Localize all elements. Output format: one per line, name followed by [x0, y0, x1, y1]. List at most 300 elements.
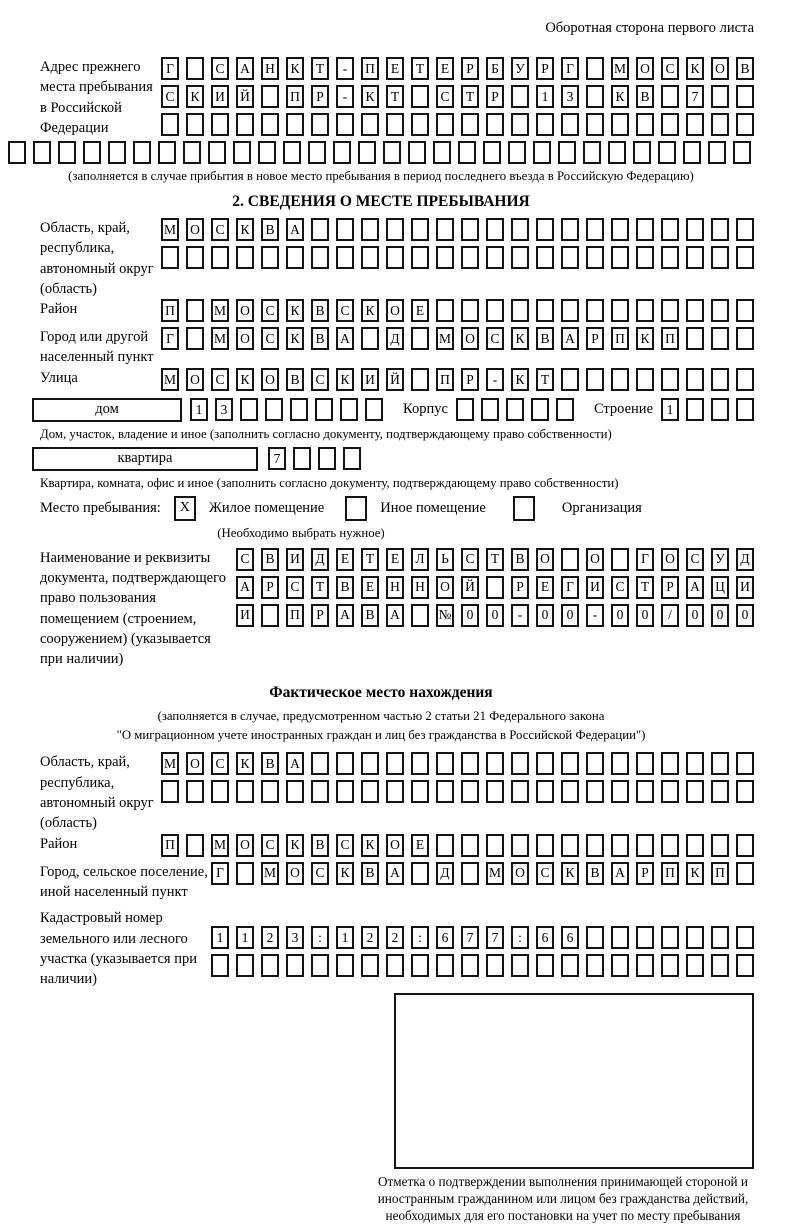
char-cell[interactable]: [511, 218, 529, 241]
char-cell[interactable]: [586, 246, 604, 269]
char-cell[interactable]: [411, 752, 429, 775]
char-cell[interactable]: [211, 246, 229, 269]
char-cell[interactable]: А: [386, 862, 404, 885]
char-cell[interactable]: [533, 141, 551, 164]
char-cell[interactable]: С: [211, 57, 229, 80]
char-cell[interactable]: [311, 954, 329, 977]
char-cell[interactable]: [711, 780, 729, 803]
char-cell[interactable]: [236, 954, 254, 977]
char-cell[interactable]: 0: [611, 604, 629, 627]
char-cell[interactable]: А: [286, 218, 304, 241]
char-cell[interactable]: [408, 141, 426, 164]
char-cell[interactable]: П: [161, 299, 179, 322]
char-cell[interactable]: Т: [411, 57, 429, 80]
char-cell[interactable]: О: [286, 862, 304, 885]
char-cell[interactable]: [583, 141, 601, 164]
char-cell[interactable]: М: [211, 327, 229, 350]
char-cell[interactable]: [108, 141, 126, 164]
char-cell[interactable]: [461, 954, 479, 977]
char-cell[interactable]: [586, 780, 604, 803]
char-cell[interactable]: [186, 246, 204, 269]
char-cell[interactable]: [511, 85, 529, 108]
char-cell[interactable]: И: [236, 604, 254, 627]
char-cell[interactable]: 6: [561, 926, 579, 949]
char-cell[interactable]: [383, 141, 401, 164]
char-cell[interactable]: [483, 141, 501, 164]
char-cell[interactable]: [561, 780, 579, 803]
char-cell[interactable]: [558, 141, 576, 164]
char-cell[interactable]: Й: [236, 85, 254, 108]
char-cell[interactable]: 1: [336, 926, 354, 949]
char-cell[interactable]: [486, 299, 504, 322]
char-cell[interactable]: [561, 368, 579, 391]
char-cell[interactable]: [386, 780, 404, 803]
char-cell[interactable]: С: [486, 327, 504, 350]
char-cell[interactable]: [511, 246, 529, 269]
char-cell[interactable]: [436, 218, 454, 241]
char-cell[interactable]: С: [236, 548, 254, 571]
char-cell[interactable]: [318, 447, 336, 470]
char-cell[interactable]: [315, 398, 333, 421]
char-cell[interactable]: [361, 113, 379, 136]
char-cell[interactable]: П: [661, 862, 679, 885]
char-cell[interactable]: К: [361, 85, 379, 108]
char-cell[interactable]: [661, 299, 679, 322]
char-cell[interactable]: [636, 834, 654, 857]
char-cell[interactable]: [411, 327, 429, 350]
char-cell[interactable]: 7: [486, 926, 504, 949]
char-cell[interactable]: [683, 141, 701, 164]
char-cell[interactable]: /: [661, 604, 679, 627]
char-cell[interactable]: [361, 954, 379, 977]
char-cell[interactable]: [411, 862, 429, 885]
char-cell[interactable]: Р: [461, 57, 479, 80]
char-cell[interactable]: О: [386, 834, 404, 857]
char-cell[interactable]: А: [561, 327, 579, 350]
char-cell[interactable]: П: [286, 85, 304, 108]
char-cell[interactable]: Т: [311, 57, 329, 80]
char-cell[interactable]: [236, 113, 254, 136]
char-cell[interactable]: [661, 780, 679, 803]
char-cell[interactable]: [411, 246, 429, 269]
char-cell[interactable]: М: [211, 834, 229, 857]
char-cell[interactable]: [336, 752, 354, 775]
char-cell[interactable]: Р: [511, 576, 529, 599]
char-cell[interactable]: [461, 113, 479, 136]
char-cell[interactable]: [636, 218, 654, 241]
char-cell[interactable]: [386, 752, 404, 775]
char-cell[interactable]: [686, 398, 704, 421]
char-cell[interactable]: [586, 85, 604, 108]
char-cell[interactable]: [436, 752, 454, 775]
char-cell[interactable]: 1: [236, 926, 254, 949]
char-cell[interactable]: Р: [536, 57, 554, 80]
char-cell[interactable]: Е: [361, 576, 379, 599]
mesto-checkbox-org[interactable]: [513, 496, 535, 521]
char-cell[interactable]: О: [636, 57, 654, 80]
char-cell[interactable]: [586, 299, 604, 322]
char-cell[interactable]: С: [286, 576, 304, 599]
char-cell[interactable]: [311, 246, 329, 269]
char-cell[interactable]: А: [236, 576, 254, 599]
char-cell[interactable]: У: [511, 57, 529, 80]
char-cell[interactable]: [711, 299, 729, 322]
char-cell[interactable]: [686, 113, 704, 136]
char-cell[interactable]: [261, 85, 279, 108]
char-cell[interactable]: [661, 246, 679, 269]
char-cell[interactable]: [236, 780, 254, 803]
char-cell[interactable]: В: [586, 862, 604, 885]
char-cell[interactable]: [336, 218, 354, 241]
char-cell[interactable]: Г: [161, 327, 179, 350]
char-cell[interactable]: [308, 141, 326, 164]
char-cell[interactable]: [636, 299, 654, 322]
char-cell[interactable]: С: [436, 85, 454, 108]
char-cell[interactable]: [361, 246, 379, 269]
char-cell[interactable]: [186, 834, 204, 857]
char-cell[interactable]: -: [486, 368, 504, 391]
char-cell[interactable]: [736, 752, 754, 775]
char-cell[interactable]: [361, 327, 379, 350]
char-cell[interactable]: [361, 752, 379, 775]
char-cell[interactable]: [611, 780, 629, 803]
char-cell[interactable]: В: [511, 548, 529, 571]
char-cell[interactable]: [261, 246, 279, 269]
char-cell[interactable]: Т: [486, 548, 504, 571]
char-cell[interactable]: Н: [411, 576, 429, 599]
char-cell[interactable]: [611, 834, 629, 857]
char-cell[interactable]: [608, 141, 626, 164]
char-cell[interactable]: [711, 85, 729, 108]
char-cell[interactable]: [333, 141, 351, 164]
char-cell[interactable]: [561, 299, 579, 322]
char-cell[interactable]: И: [286, 548, 304, 571]
char-cell[interactable]: [611, 113, 629, 136]
char-cell[interactable]: О: [661, 548, 679, 571]
char-cell[interactable]: К: [286, 834, 304, 857]
char-cell[interactable]: [711, 368, 729, 391]
char-cell[interactable]: Л: [411, 548, 429, 571]
char-cell[interactable]: О: [236, 327, 254, 350]
char-cell[interactable]: К: [336, 862, 354, 885]
char-cell[interactable]: Ь: [436, 548, 454, 571]
char-cell[interactable]: Г: [561, 57, 579, 80]
char-cell[interactable]: Е: [411, 834, 429, 857]
char-cell[interactable]: [561, 548, 579, 571]
char-cell[interactable]: [486, 576, 504, 599]
char-cell[interactable]: [290, 398, 308, 421]
char-cell[interactable]: [736, 218, 754, 241]
char-cell[interactable]: О: [511, 862, 529, 885]
char-cell[interactable]: [536, 954, 554, 977]
char-cell[interactable]: [211, 780, 229, 803]
char-cell[interactable]: [586, 57, 604, 80]
char-cell[interactable]: [686, 834, 704, 857]
mesto-checkbox-inoe[interactable]: [345, 496, 367, 521]
char-cell[interactable]: [311, 113, 329, 136]
char-cell[interactable]: [586, 368, 604, 391]
char-cell[interactable]: [736, 327, 754, 350]
char-cell[interactable]: В: [261, 218, 279, 241]
char-cell[interactable]: [586, 834, 604, 857]
char-cell[interactable]: [236, 246, 254, 269]
char-cell[interactable]: А: [686, 576, 704, 599]
char-cell[interactable]: В: [361, 604, 379, 627]
char-cell[interactable]: [358, 141, 376, 164]
char-cell[interactable]: [661, 954, 679, 977]
char-cell[interactable]: О: [236, 834, 254, 857]
char-cell[interactable]: И: [736, 576, 754, 599]
char-cell[interactable]: [265, 398, 283, 421]
char-cell[interactable]: [611, 752, 629, 775]
char-cell[interactable]: [686, 368, 704, 391]
char-cell[interactable]: [261, 604, 279, 627]
char-cell[interactable]: [211, 113, 229, 136]
char-cell[interactable]: [561, 246, 579, 269]
char-cell[interactable]: [161, 113, 179, 136]
char-cell[interactable]: [736, 398, 754, 421]
char-cell[interactable]: О: [186, 368, 204, 391]
char-cell[interactable]: П: [361, 57, 379, 80]
char-cell[interactable]: И: [586, 576, 604, 599]
char-cell[interactable]: М: [161, 368, 179, 391]
char-cell[interactable]: К: [186, 85, 204, 108]
char-cell[interactable]: О: [436, 576, 454, 599]
char-cell[interactable]: [661, 926, 679, 949]
char-cell[interactable]: [611, 218, 629, 241]
char-cell[interactable]: [361, 780, 379, 803]
char-cell[interactable]: [611, 299, 629, 322]
char-cell[interactable]: [636, 780, 654, 803]
char-cell[interactable]: [233, 141, 251, 164]
char-cell[interactable]: К: [511, 368, 529, 391]
char-cell[interactable]: О: [236, 299, 254, 322]
char-cell[interactable]: Д: [311, 548, 329, 571]
char-cell[interactable]: М: [261, 862, 279, 885]
char-cell[interactable]: [236, 862, 254, 885]
char-cell[interactable]: [536, 834, 554, 857]
char-cell[interactable]: [636, 752, 654, 775]
char-cell[interactable]: [531, 398, 549, 421]
char-cell[interactable]: В: [286, 368, 304, 391]
char-cell[interactable]: [686, 752, 704, 775]
char-cell[interactable]: К: [611, 85, 629, 108]
char-cell[interactable]: Й: [461, 576, 479, 599]
char-cell[interactable]: [736, 834, 754, 857]
char-cell[interactable]: [586, 926, 604, 949]
char-cell[interactable]: Д: [736, 548, 754, 571]
char-cell[interactable]: [736, 113, 754, 136]
char-cell[interactable]: О: [386, 299, 404, 322]
char-cell[interactable]: [436, 834, 454, 857]
char-cell[interactable]: С: [311, 862, 329, 885]
char-cell[interactable]: К: [686, 862, 704, 885]
char-cell[interactable]: [711, 218, 729, 241]
char-cell[interactable]: К: [511, 327, 529, 350]
char-cell[interactable]: [386, 113, 404, 136]
char-cell[interactable]: В: [261, 548, 279, 571]
char-cell[interactable]: [83, 141, 101, 164]
char-cell[interactable]: [486, 246, 504, 269]
char-cell[interactable]: С: [261, 834, 279, 857]
char-cell[interactable]: О: [461, 327, 479, 350]
char-cell[interactable]: Р: [461, 368, 479, 391]
char-cell[interactable]: [511, 954, 529, 977]
char-cell[interactable]: Г: [561, 576, 579, 599]
char-cell[interactable]: В: [311, 299, 329, 322]
char-cell[interactable]: Т: [311, 576, 329, 599]
char-cell[interactable]: Г: [636, 548, 654, 571]
char-cell[interactable]: К: [361, 299, 379, 322]
char-cell[interactable]: [711, 926, 729, 949]
char-cell[interactable]: 0: [736, 604, 754, 627]
char-cell[interactable]: В: [311, 327, 329, 350]
char-cell[interactable]: [736, 926, 754, 949]
char-cell[interactable]: С: [536, 862, 554, 885]
char-cell[interactable]: [311, 780, 329, 803]
char-cell[interactable]: [161, 780, 179, 803]
char-cell[interactable]: С: [211, 218, 229, 241]
char-cell[interactable]: К: [286, 57, 304, 80]
char-cell[interactable]: Б: [486, 57, 504, 80]
char-cell[interactable]: [561, 834, 579, 857]
char-cell[interactable]: [711, 834, 729, 857]
char-cell[interactable]: [611, 954, 629, 977]
char-cell[interactable]: А: [386, 604, 404, 627]
char-cell[interactable]: [736, 368, 754, 391]
char-cell[interactable]: [506, 398, 524, 421]
char-cell[interactable]: [386, 954, 404, 977]
char-cell[interactable]: [411, 780, 429, 803]
char-cell[interactable]: Д: [386, 327, 404, 350]
char-cell[interactable]: -: [511, 604, 529, 627]
char-cell[interactable]: Г: [161, 57, 179, 80]
char-cell[interactable]: [158, 141, 176, 164]
char-cell[interactable]: [733, 141, 751, 164]
char-cell[interactable]: Р: [661, 576, 679, 599]
char-cell[interactable]: В: [261, 752, 279, 775]
char-cell[interactable]: [736, 299, 754, 322]
char-cell[interactable]: М: [611, 57, 629, 80]
char-cell[interactable]: [411, 218, 429, 241]
char-cell[interactable]: А: [336, 327, 354, 350]
char-cell[interactable]: У: [711, 548, 729, 571]
char-cell[interactable]: В: [311, 834, 329, 857]
char-cell[interactable]: [536, 299, 554, 322]
char-cell[interactable]: А: [286, 752, 304, 775]
char-cell[interactable]: [686, 327, 704, 350]
char-cell[interactable]: [461, 834, 479, 857]
char-cell[interactable]: [386, 246, 404, 269]
char-cell[interactable]: №: [436, 604, 454, 627]
char-cell[interactable]: [261, 780, 279, 803]
char-cell[interactable]: Т: [536, 368, 554, 391]
char-cell[interactable]: К: [561, 862, 579, 885]
char-cell[interactable]: [336, 246, 354, 269]
char-cell[interactable]: 0: [461, 604, 479, 627]
char-cell[interactable]: С: [311, 368, 329, 391]
char-cell[interactable]: 3: [561, 85, 579, 108]
char-cell[interactable]: А: [611, 862, 629, 885]
char-cell[interactable]: [686, 299, 704, 322]
char-cell[interactable]: [458, 141, 476, 164]
char-cell[interactable]: Р: [586, 327, 604, 350]
char-cell[interactable]: И: [361, 368, 379, 391]
char-cell[interactable]: [411, 954, 429, 977]
char-cell[interactable]: А: [236, 57, 254, 80]
char-cell[interactable]: [511, 834, 529, 857]
char-cell[interactable]: [711, 752, 729, 775]
char-cell[interactable]: Й: [386, 368, 404, 391]
char-cell[interactable]: 1: [536, 85, 554, 108]
char-cell[interactable]: [486, 780, 504, 803]
char-cell[interactable]: С: [611, 576, 629, 599]
mesto-checkbox-zhiloe[interactable]: X: [174, 496, 196, 521]
char-cell[interactable]: [561, 752, 579, 775]
char-cell[interactable]: [708, 141, 726, 164]
char-cell[interactable]: [211, 954, 229, 977]
char-cell[interactable]: О: [711, 57, 729, 80]
char-cell[interactable]: [461, 218, 479, 241]
char-cell[interactable]: [133, 141, 151, 164]
char-cell[interactable]: [536, 780, 554, 803]
char-cell[interactable]: Н: [261, 57, 279, 80]
char-cell[interactable]: [286, 113, 304, 136]
char-cell[interactable]: А: [336, 604, 354, 627]
char-cell[interactable]: [711, 327, 729, 350]
char-cell[interactable]: [261, 113, 279, 136]
char-cell[interactable]: [336, 113, 354, 136]
char-cell[interactable]: О: [536, 548, 554, 571]
char-cell[interactable]: [611, 368, 629, 391]
char-cell[interactable]: П: [286, 604, 304, 627]
char-cell[interactable]: П: [711, 862, 729, 885]
char-cell[interactable]: [686, 246, 704, 269]
char-cell[interactable]: В: [336, 576, 354, 599]
char-cell[interactable]: [340, 398, 358, 421]
char-cell[interactable]: Т: [461, 85, 479, 108]
char-cell[interactable]: Р: [311, 85, 329, 108]
char-cell[interactable]: [186, 57, 204, 80]
char-cell[interactable]: [661, 368, 679, 391]
char-cell[interactable]: [456, 398, 474, 421]
char-cell[interactable]: Р: [261, 576, 279, 599]
char-cell[interactable]: [636, 954, 654, 977]
char-cell[interactable]: [561, 113, 579, 136]
char-cell[interactable]: [686, 780, 704, 803]
char-cell[interactable]: :: [411, 926, 429, 949]
char-cell[interactable]: [436, 246, 454, 269]
char-cell[interactable]: С: [686, 548, 704, 571]
char-cell[interactable]: С: [211, 752, 229, 775]
char-cell[interactable]: Р: [486, 85, 504, 108]
char-cell[interactable]: В: [536, 327, 554, 350]
char-cell[interactable]: М: [486, 862, 504, 885]
char-cell[interactable]: [556, 398, 574, 421]
char-cell[interactable]: 2: [386, 926, 404, 949]
char-cell[interactable]: С: [336, 834, 354, 857]
char-cell[interactable]: Е: [336, 548, 354, 571]
char-cell[interactable]: П: [611, 327, 629, 350]
char-cell[interactable]: [261, 954, 279, 977]
char-cell[interactable]: 1: [190, 398, 208, 421]
char-cell[interactable]: 7: [461, 926, 479, 949]
char-cell[interactable]: :: [511, 926, 529, 949]
char-cell[interactable]: [311, 218, 329, 241]
char-cell[interactable]: [561, 218, 579, 241]
char-cell[interactable]: 1: [211, 926, 229, 949]
char-cell[interactable]: -: [336, 85, 354, 108]
